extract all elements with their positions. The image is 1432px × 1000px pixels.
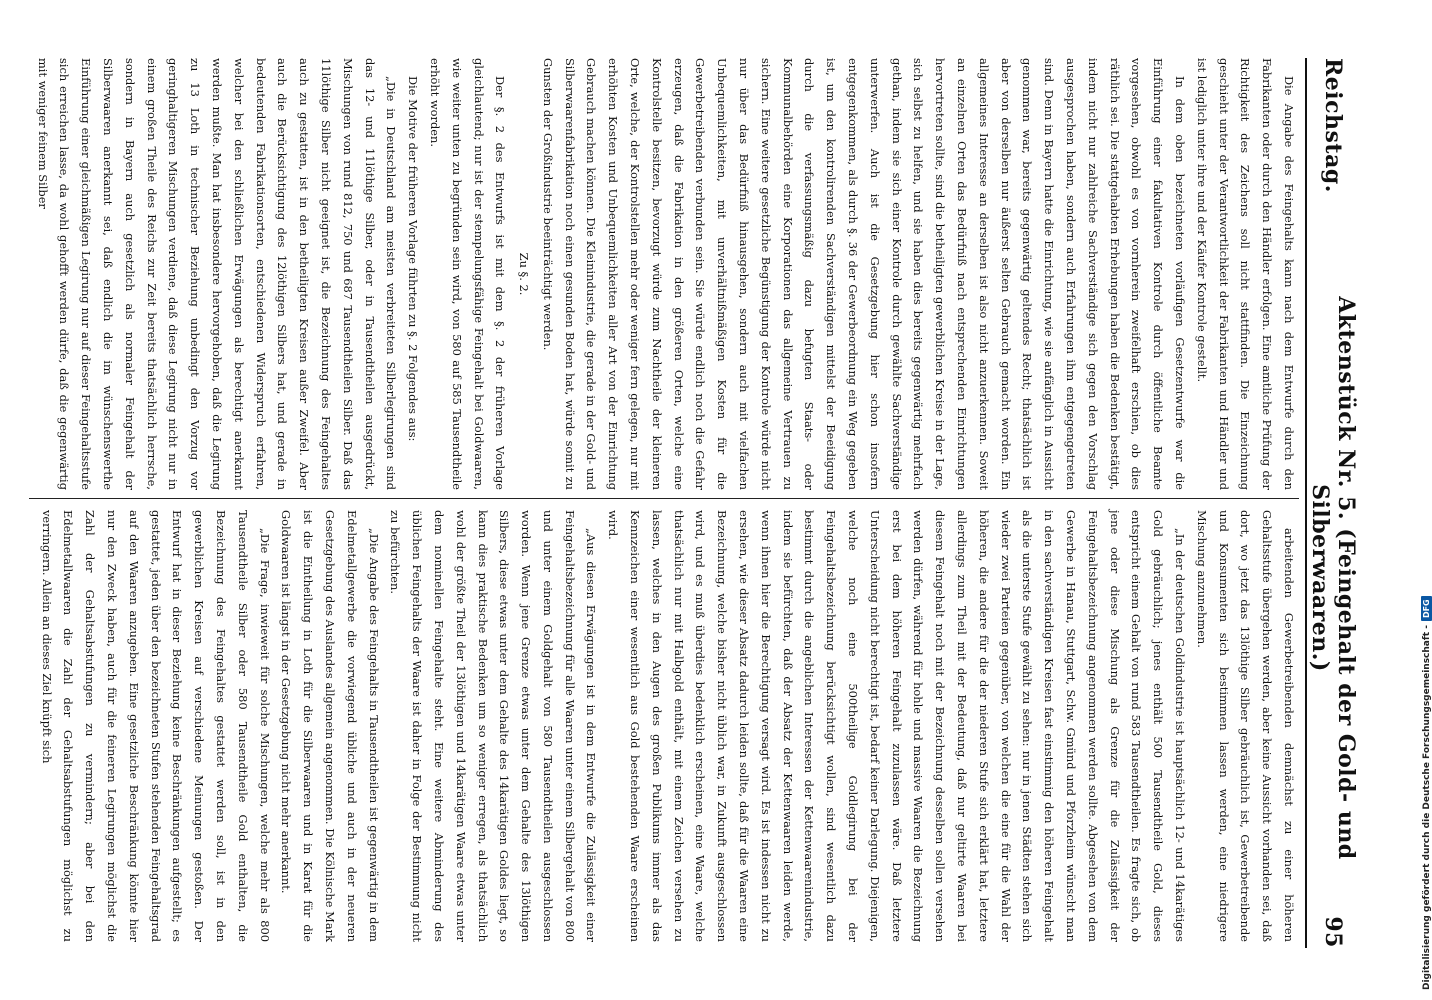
- quoted-paragraph: „Die Angabe des Feingehalts in Tausendtheilen ist gegenwärtig in dem Edelmetallgewerbe die vorwiegend übliche und auch in der neueren Gesetzgebung des Auslandes allgemein angenommen. Die Kölnische Mark ist die Eintheilung in Loth für die Silberwaaren und in Karat für die Goldwaaren ist längst in der Gesetzgebung nicht mehr anerkannt.: [279, 510, 381, 942]
- quoted-paragraph: „In der deutschen Goldindustrie ist hauptsächlich 12- und 14karätiges Gold gebräuchlich; jenes enthält 500 Tausendtheile Gold, dieses entspricht einem Gehalt von rund 583 Tausendtheilen. Es fragte sich, ob jene oder diese Mischung als Grenze für die Zulässigkeit der Feingehaltsbezeichnung angenommen werden sollte. Abgesehen von dem Gewerbe in Hanau, Stuttgart, Schw. Gmünd und Pforzheim wünscht man in den sachverständigen Kreisen fast einstimmig den höheren Feingehalt als die unterste Stufe gewählt zu sehen: nur in jenen Städten stehen sich wieder zwei Parteien gegenüber, von welchen die eine für die Wahl der höheren, die andere für die der niederen Stufe sich erklärt hat, letztere allerdings zum Theil mit der Bedeutung, daß nur geltirte Waaren bei diesem Feingehalt noch mit der Bezeichnung desselben sollen versehen werden dürfen, während für hohle und massive Waaren die Bezeichnung erst bei dem höheren Feingehalt zuzulassen wäre. Daß letztere Unterscheidung nicht berechtigt ist, bedarf keiner Darlegung. Diejenigen, welche noch eine 500theilige Goldlegirung bei der Feingehaltsbezeichnung berücksichtigt wollen, sind wesentlich dazu bestimmt durch die angeblichen Interessen der Kettenwaarenindustrie, indem sie befürchten, daß der Absatz der Kettenwaaren leiden werde, wenn ihnen hier die Berechtigung versagt wird. Es ist indessen nicht zu ersehen, wie dieser Absatz dadurch leiden sollte, daß für die Waaren eine Bezeichnung, welche bisher nicht üblich war, in Zukunft ausgeschlossen wird, und es muß überdies bedenklich erscheinen, eine Waare, welche thatsächlich nur mit Halbgold enthält, mit einem Zeichen versehen zu lassen, welches in den Augen des großen Publikums immer als das Kennzeichen einer wesentlich aus Gold bestehenden Waare erscheinen wird.: [606, 510, 1188, 942]
- left-column: [31, 58, 1299, 490]
- header-title: Aktenstück Nr. 5. (Feingehalt der Gold- und Silberwaaren.): [1307, 296, 1359, 860]
- right-column: [35, 510, 1299, 942]
- dfg-logo: DFG: [1421, 596, 1432, 621]
- paragraph: Die Angabe des Feingehalts kann nach dem Entwurfe durch den Fabrikanten oder durch den Händler erfolgen. Eine amtliche Prüfung der Richtigkeit des Zeichens soll nicht stattfinden. Die Einzeichnung geschieht unter der Verantwortlichkeit der Fabrikanten und Händler und ist lediglich unter ihre und der Käufer Kontrole gestellt.: [1194, 58, 1296, 490]
- section-heading: Zu §. 2.: [517, 252, 532, 296]
- digitization-credit: [1412, 0, 1430, 1000]
- quoted-paragraph: „Die in Deutschland am meisten verbreiteten Silberlegirungen sind das 12- und 11löthige Silber, oder in Tausendtheilen ausgedrückt, Mischungen von rund 812, 750 und 687 Tausendtheilen Silber. Daß das 11löthige Silber nicht geeignet ist, die Bezeichnung des Feingehaltes auch zu gestatten, ist in den betheiligten Kreisen außer Zweifel. Aber auch die Berücksichtigung des 12löthigen Silbers hat, und gerade in bedeutenden Fabrikationsorten, entschiedenen Widerspruch erfahren, welcher bei den schließlichen Erwägungen als berechtigt anerkannt werden mußte. Man hat insbesondere hervorgehoben, daß die Legirung zu 13 Loth in technischer Beziehung unbedingt den Vorzug vor geringhaltigeren Mischungen verdiene, daß diese Legirung nicht nur in einem großen Theile des Reichs zur Zeit bereits thatsächlich herrsche, sondern in Bayern auch gesetzlich als normaler Feingehalt der Silberwaaren anerkannt sei, daß endlich die im wünschenswerthe Einführung einer gleichmäßigen Legirung nur auf dieser Feingehaltsstufe sich erreichen lasse, da wohl gehofft werden dürfe, daß die gegenwärtig mit weniger feinem Silber: [35, 58, 399, 490]
- paragraph: Die Motive der früheren Vorlage führten zu §. 2 Folgendes aus:: [406, 76, 421, 442]
- paragraph: Der §. 2 des Entwurfs ist mit dem §. 2 der früheren Vorlage gleichlautend; nur ist der stempelungsfähige Feingehalt bei Goldwaaren, wie weiter unten zu begründen sein wird, von 580 auf 585 Tausendtheile erhöht worden.: [427, 58, 508, 490]
- quoted-paragraph: „Aus diesen Erwägungen ist in dem Entwurfe die Zulässigkeit einer Feingehaltsbezeichnung für alle Waaren unter einem Silbergehalt von 800 und unter einem Goldgehalt von 580 Tausendtheilen ausgeschlossen worden. Wenn jene Grenze etwas unter dem Gehalte des 13löthigen Silbers, diese etwas unter dem Gehalte des 14karätigen Goldes liegt, so kann dies praktische Bedenken um so weniger erregen, als thatsächlich wohl der größte Theil der 13löthigen und 14karätigen Waare etwas unter dem nominellen Feingehalte steht. Eine weitere Abminderung des üblichen Feingehalts der Waare ist daher in Folge der Bestimmung nicht zu befürchten.: [388, 510, 599, 942]
- page-header: [1307, 58, 1359, 948]
- column-divider: [29, 498, 1299, 499]
- credit-text-wrap: [1421, 596, 1432, 1000]
- page-number: 95: [1320, 916, 1346, 948]
- header-rule: [1305, 58, 1307, 948]
- quoted-paragraph: „Die Frage, inwieweit für solche Mischungen, welche mehr als 800 Tausendtheile Silber oder 580 Tausendtheile Gold enthalten, die Bezeichnung des Feingehaltes gestattet werden soll, ist in den gewerblichen Kreisen auf verschiedene Meinungen gestoßen. Der Entwurf hat in dieser Beziehung keine Beschränkungen aufgestellt; es gestattet, jeden über den bezeichneten Stufen stehenden Feingehaltsgrad auf den Waaren anzugeben. Eine gesetzliche Beschränkung könnte hier nur den Zweck haben, auch für die feineren Legirungen möglichst die Zahl der Gehaltsabstufungen zu vermindern; aber bei den Edelmetallwaaren die Zahl der Gehaltsabstufungen möglichst zu verringern. Allein an dieses Ziel knüpft sich: [39, 510, 272, 942]
- credit-text: Digitalisierung gefördert durch die Deutsche Forschungsgemeinschaft -: [1421, 625, 1432, 990]
- header-left: Reichstag.: [1320, 58, 1346, 193]
- paragraph: In dem oben bezeichneten vorläufigen Gesetzentwurfe war die Einführung einer fakultativen Kontrole durch öffentliche Beamte vorgesehen, obwohl es von vornherein zweifelhaft erschien, ob dies räthlich sei. Die stattgehabten Erhebungen haben die Bedenken bestätigt, indem nicht nur zahlreiche Sachverständige sich gegen den Vorschlag ausgesprochen haben, sondern auch Erfahrungen ihm entgegengetreten sind. Denn in Bayern hatte die Einrichtung, wie sie anfänglich in Aussicht genommen war, bereits gegenwärtig geltendes Recht; thatsächlich ist aber von derselben nur äußerst selten Gebrauch gemacht worden. Ein allgemeines Interesse an derselben ist also nicht anzuerkennen. Soweit an einzelnen Orten das Bedürfniß nach entsprechenden Einrichtungen hervortreten sollte, sind die betheiligten gewerblichen Kreise in der Lage, sich selbst zu helfen, und sie haben dies bereits gegenwärtig mehrfach gethan, indem sie sich einer Kontrole durch gewählte Sachverständige unterwerfen. Auch ist die Gesetzgebung hier schon insofern entgegenkommen, als durch §. 36 der Gewerbeordnung ein Weg gegeben ist, um den kontrolirenden Sachverständigen mittelst der Beeidigung durch die verfassungsmäßig dazu befugten Staats- oder Kommunalbehörden eine Korporationen das allgemeine Vertrauen zu sichern. Eine weitere gesetzliche Begünstigung der Kontrole würde nicht nur über das Bedürfniß hinausgehen, sondern auch mit vielfachen Unbequemlichkeiten, mit unverhältnißmäßigen Kosten für die Gewerbetreibenden verbunden sein. Sie würde endlich noch die Gefahr erzeugen, daß die Fabrikation in den größeren Orten, welche eine Kontrolstelle besitzen, bevorzugt würde zum Nachtheile der kleineren Orte, welche, der Kontrolstellen mehr oder weniger fern gelegen, nur mit erhöhten Kosten und Unbequemlichkeiten aller Art von der Einrichtung Gebrauch machen können. Die Kleinindustrie, die gerade in der Gold- und Silberwaarenfabrikation noch einen gesunden Boden hat, würde somit zu Gunsten der Großindustrie beeinträchtigt werden.: [540, 58, 1188, 490]
- paragraph: arbeitenden Gewerbetreibenden demnächst zu einer höheren Gehaltsstufe übergehen werden, aber keine Aussicht vorhanden sei, daß dort, wo jetzt das 13löthige Silber gebräuchlich ist, Gewerbetreibende und Konsumenten sich bestimmen lassen werden, eine niedrigere Mischung anzunehmen.: [1194, 510, 1296, 942]
